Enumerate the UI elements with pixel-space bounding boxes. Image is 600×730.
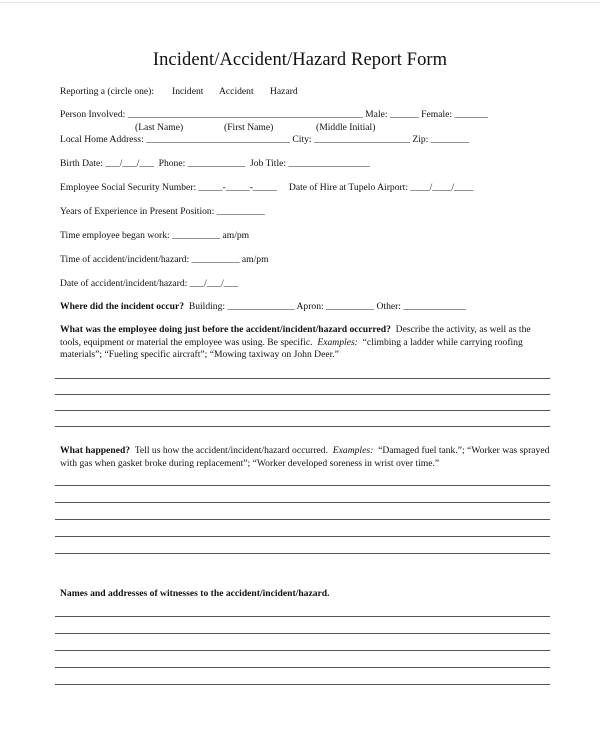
phone-field[interactable]: ____________ [187, 158, 246, 169]
job-title-field[interactable]: _________________ [288, 158, 370, 169]
hire-date-field[interactable]: ____/____/____ [410, 182, 474, 193]
what-happened-answer-line[interactable] [55, 485, 550, 486]
option-accident[interactable]: Accident [219, 86, 254, 97]
what-happened-answer-line[interactable] [55, 519, 550, 520]
what-happened-examples-label: Examples: [332, 445, 374, 456]
witnesses-answer-line[interactable] [55, 667, 550, 668]
male-label: Male: [365, 109, 388, 120]
middle-initial-caption: (Middle Initial) [316, 122, 376, 133]
location-question: Where did the incident occur? [60, 301, 185, 312]
reporting-label: Reporting a (circle one): [60, 86, 155, 97]
activity-examples-label: Examples: [317, 336, 358, 348]
address-row [60, 134, 469, 146]
activity-question-text: Describe the activity, as well as the tools, equipment or material the employee was using. Be specific. [60, 324, 531, 348]
incident-time-ampm: am/pm [241, 254, 269, 265]
experience-field[interactable]: __________ [216, 206, 265, 217]
address-field[interactable]: ______________________________ [146, 134, 290, 145]
what-happened-answer-line[interactable] [55, 553, 550, 554]
what-happened-examples: “Damaged fuel tank.”; “Worker was sprayed with gas when gasket broke during replacement”; “Worker developed soreness in wrist over time.” [60, 445, 550, 469]
experience-label: Years of Experience in Present Position: [60, 206, 215, 217]
top-border [0, 2, 600, 3]
witnesses-question [60, 588, 550, 601]
option-hazard[interactable]: Hazard [270, 86, 298, 97]
activity-question-bold: What was the employee doing just before the accident/incident/hazard occurred? [60, 324, 391, 335]
female-field[interactable]: _______ [454, 109, 489, 120]
activity-examples: “climbing a ladder while carrying roofing materials”; “Fueling specific aircraft”; “Mowing taxiway on John Deer.” [60, 336, 523, 361]
male-field[interactable]: ______ [389, 109, 419, 120]
began-work-label: Time employee began work: [60, 230, 170, 241]
incident-time-row [60, 254, 269, 266]
person-involved-row [60, 109, 488, 121]
began-work-ampm: am/pm [222, 230, 250, 241]
other-label: Other: [376, 301, 401, 312]
witnesses-answer-line[interactable] [55, 633, 550, 634]
person-involved-field[interactable]: _________________________________________________ [127, 109, 363, 120]
witnesses-bold: Names and addresses of witnesses to the accident/incident/hazard. [60, 588, 330, 599]
began-work-field[interactable]: __________ [172, 230, 221, 241]
what-happened-answer-line[interactable] [55, 536, 550, 537]
hire-date-label: Date of Hire at Tupelo Airport: [288, 182, 409, 193]
experience-row [60, 206, 265, 218]
female-label: Female: [421, 109, 453, 120]
first-name-caption: (First Name) [224, 122, 274, 133]
activity-answer-line[interactable] [55, 410, 550, 411]
birth-date-label: Birth Date: [60, 158, 103, 169]
option-incident[interactable]: Incident [172, 86, 204, 97]
witnesses-answer-line[interactable] [55, 616, 550, 617]
incident-date-label: Date of accident/incident/hazard: [60, 278, 188, 289]
incident-time-field[interactable]: __________ [191, 254, 240, 265]
location-row [60, 301, 466, 313]
what-happened-question [60, 445, 550, 470]
birth-row [60, 158, 370, 170]
incident-date-field[interactable]: ___/___/___ [189, 278, 239, 289]
other-field[interactable]: _____________ [403, 301, 466, 312]
ssn-label: Employee Social Security Number: [60, 182, 197, 193]
activity-question [60, 324, 550, 362]
witnesses-answer-line[interactable] [55, 650, 550, 651]
incident-time-label: Time of accident/incident/hazard: [60, 254, 190, 265]
began-work-row [60, 230, 249, 242]
what-happened-text: Tell us how the accident/incident/hazard occurred. [134, 445, 328, 456]
zip-label: Zip: [412, 134, 429, 145]
activity-answer-line[interactable] [55, 394, 550, 395]
ssn-row [60, 182, 473, 194]
birth-date-field[interactable]: ___/___/___ [105, 158, 154, 169]
form-title: Incident/Accident/Hazard Report Form [152, 50, 448, 70]
zip-field[interactable]: ________ [430, 134, 470, 145]
person-involved-label: Person Involved: [60, 109, 126, 120]
job-title-label: Job Title: [250, 158, 287, 169]
city-field[interactable]: ____________________ [314, 134, 410, 145]
what-happened-bold: What happened? [60, 445, 131, 456]
address-label: Local Home Address: [60, 134, 144, 145]
activity-answer-line[interactable] [55, 378, 550, 379]
incident-date-row [60, 278, 238, 290]
activity-answer-line[interactable] [55, 426, 550, 427]
witnesses-answer-line[interactable] [55, 684, 550, 685]
ssn-field[interactable]: _____-_____-_____ [198, 182, 277, 193]
building-label: Building: [188, 301, 226, 312]
phone-label: Phone: [158, 158, 186, 169]
last-name-caption: (Last Name) [135, 122, 184, 133]
what-happened-answer-line[interactable] [55, 502, 550, 503]
city-label: City: [292, 134, 312, 145]
apron-label: Apron: [296, 301, 324, 312]
building-field[interactable]: ______________ [227, 301, 295, 312]
apron-field[interactable]: __________ [326, 301, 375, 312]
